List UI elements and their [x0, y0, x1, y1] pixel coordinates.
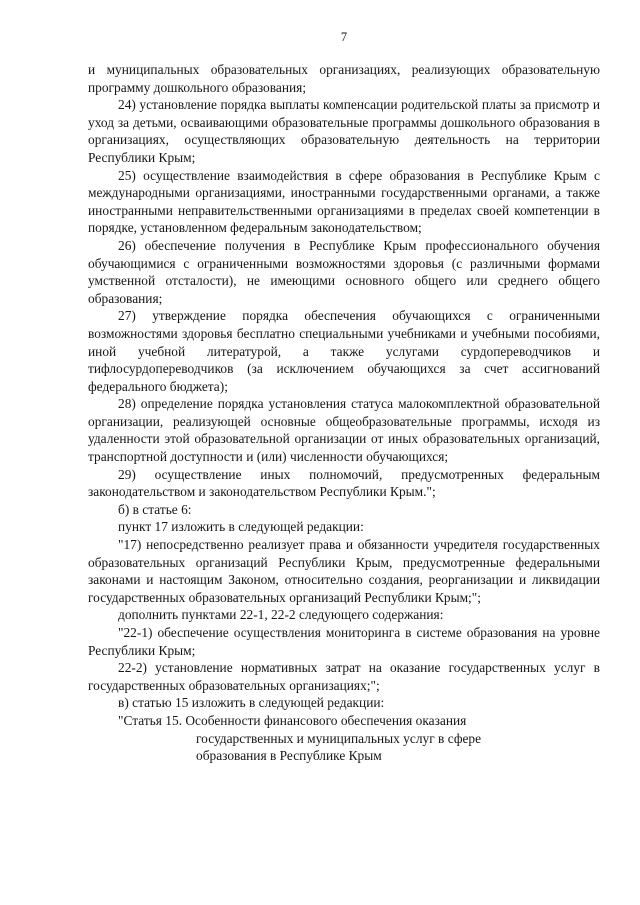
paragraph-add-points-intro: дополнить пунктами 22-1, 22-2 следующего содержания: [118, 607, 444, 623]
paragraph-point-17-intro: пункт 17 изложить в следующей редакции: [118, 519, 364, 535]
paragraph-article-15-intro: в) статью 15 изложить в следующей редакции: [118, 695, 385, 711]
paragraph-item-29: 29) осуществление иных полномочий, предусмотренных федеральным законодательством и законодательством Республики Крым."; [88, 466, 600, 500]
paragraph-item-24: 24) установление порядка выплаты компенсации родительской платы за присмотр и уход за детьми, осваивающими образовательные программы дошкольного образования в организациях, осуществляющих образовательную деятельность на территории Республики Крым; [88, 97, 600, 165]
paragraph-item-25: 25) осуществление взаимодействия в сфере образования в Республике Крым с международными организациями, иностранными государственными органами, а также иностранными неправительственными организациями в пределах своей компетенции в порядке, установленном федеральным законодательством; [88, 167, 600, 236]
paragraph-point-22-1: "22-1) обеспечение осуществления мониторинга в системе образования на уровне Республики Крым; [88, 625, 600, 658]
paragraph-item-28: 28) определение порядка установления статуса малокомплектной образовательной организации, реализующей основные общеобразовательные программы, исходя из удаленности этой образовательной организации от иных образовательных организаций, транспортной доступности и (или) численности обучающихся; [88, 396, 600, 465]
article-heading-line-1: "Статья 15. Особенности финансового обеспечения оказания [118, 712, 467, 728]
page-number: 7 [340, 30, 348, 44]
paragraph-point-22-2: 22-2) установление нормативных затрат на оказание государственных услуг в государственных образовательных организациях;"; [88, 660, 600, 693]
article-heading-line-2: государственных и муниципальных услуг в сфере [196, 730, 482, 746]
paragraph: и муниципальных образовательных организациях, реализующих образовательную программу дошкольного образования; [88, 62, 600, 95]
article-heading-line-3: образования в Республике Крым [196, 748, 382, 764]
paragraph-item-26: 26) обеспечение получения в Республике Крым профессионального обучения обучающимися с ограниченными возможностями здоровья (с различными формами умственной отсталости), не имеющими основного общего или среднего общего образования; [88, 237, 600, 306]
document-body [88, 61, 600, 765]
paragraph-item-27: 27) утверждение порядка обеспечения обучающихся с ограниченными возможностями здоровья бесплатно специальными учебниками и учебными пособиями, иной учебной литературой, а также услугами сурдопереводчиков и тифлосурдопереводчиков (за исключением обучающихся за счет ассигнований федерального бюджета); [88, 308, 600, 394]
paragraph-article-6: б) в статье 6: [118, 501, 192, 517]
paragraph-point-17: "17) непосредственно реализует права и обязанности учредителя государственных образовательных организаций Республики Крым, предусмотренные федеральными законами и настоящим Законом, относительно создания, реорганизации и ликвидации государственных образовательных организаций Республики Крым;"; [88, 537, 600, 605]
article-15-heading [88, 712, 600, 765]
